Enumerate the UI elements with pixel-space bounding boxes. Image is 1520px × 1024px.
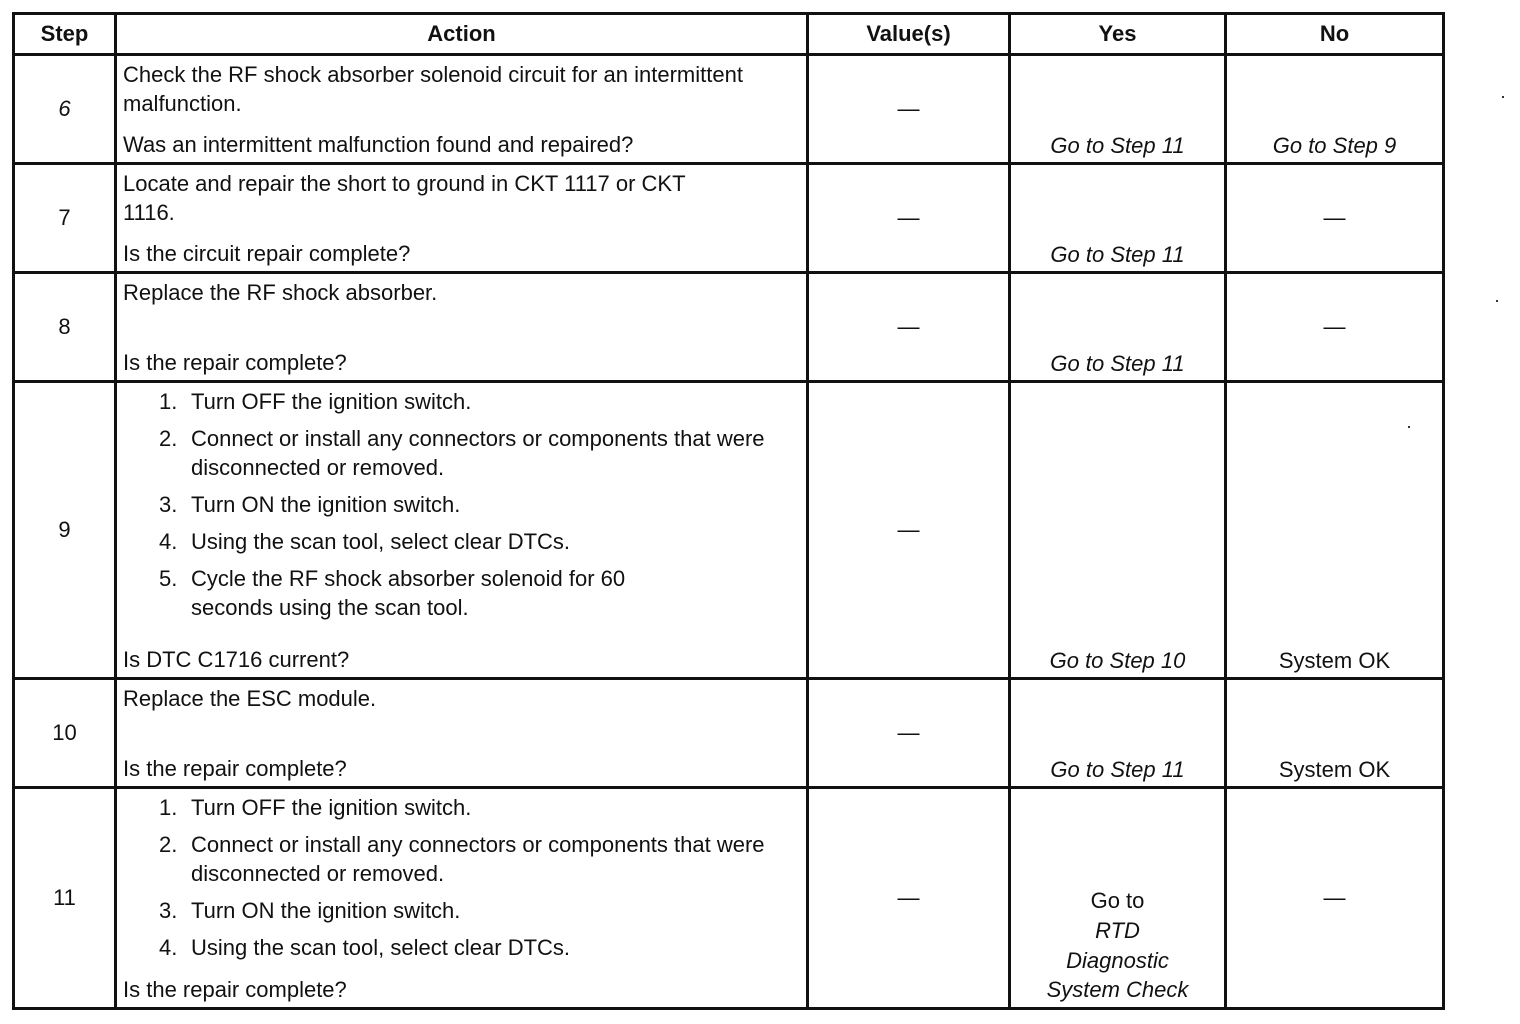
header-yes: Yes (1010, 14, 1226, 55)
action-text: Replace the ESC module. (123, 686, 377, 711)
list-item: 1. Turn OFF the ignition switch. (159, 389, 472, 414)
value-dash: — (897, 314, 920, 340)
table-row (14, 164, 1444, 273)
action-question: Is the repair complete? (123, 755, 347, 781)
list-item: 5. Cycle the RF shock absorber solenoid for 60 seconds using the scan tool. (159, 566, 626, 621)
yes-result: Go to RTD Diagnostic System Check (1046, 888, 1189, 1003)
yes-cell (1010, 273, 1226, 382)
no-result: Go to Step 9 (1272, 132, 1397, 158)
table-row (14, 679, 1444, 788)
yes-cell (1010, 788, 1226, 1009)
list-item: 4. Using the scan tool, select clear DTCs. (159, 529, 571, 555)
value-cell (808, 164, 1010, 273)
no-result: System OK (1278, 647, 1391, 673)
table-row (14, 55, 1444, 164)
header-no: No (1226, 14, 1444, 55)
no-cell (1226, 788, 1444, 1009)
no-result: — (1323, 205, 1346, 231)
list-item: 4. Using the scan tool, select clear DTCs. (159, 935, 571, 961)
list-item: 2. Connect or install any connectors or components that were disconnected or removed. (159, 832, 765, 887)
yes-result: Go to Step 11 (1050, 132, 1185, 158)
no-cell (1226, 679, 1444, 788)
yes-result: Go to Step 11 (1050, 350, 1185, 376)
scan-speck (1408, 426, 1410, 428)
action-cell (116, 273, 808, 382)
table-row (14, 788, 1444, 1009)
value-dash: — (897, 720, 920, 746)
yes-result: Go to Step 10 (1049, 647, 1186, 673)
step-number: 10 (14, 679, 116, 788)
yes-cell (1010, 382, 1226, 679)
yes-cell (1010, 679, 1226, 788)
table-row (14, 273, 1444, 382)
action-text: Replace the RF shock absorber. (123, 280, 438, 305)
value-dash: — (897, 205, 920, 231)
value-dash: — (897, 517, 920, 543)
action-steps-list (123, 387, 800, 630)
action-cell (116, 164, 808, 273)
header-step: Step (14, 14, 116, 55)
step-number: 8 (14, 273, 116, 382)
action-steps-list (123, 793, 800, 970)
action-cell (116, 55, 808, 164)
value-cell (808, 273, 1010, 382)
value-cell (808, 679, 1010, 788)
action-question: Is the circuit repair complete? (123, 240, 411, 266)
action-question: Is the repair complete? (123, 976, 347, 1002)
yes-cell (1010, 55, 1226, 164)
no-result: — (1323, 885, 1346, 911)
list-item: 3. Turn ON the ignition switch. (159, 898, 461, 924)
no-cell (1226, 273, 1444, 382)
value-cell (808, 788, 1010, 1009)
yes-cell (1010, 164, 1226, 273)
table-row (14, 382, 1444, 679)
value-dash: — (897, 885, 920, 911)
header-action: Action (116, 14, 808, 55)
value-cell (808, 55, 1010, 164)
no-cell (1226, 164, 1444, 273)
action-cell (116, 788, 808, 1009)
step-number: 7 (14, 164, 116, 273)
header-values: Value(s) (808, 14, 1010, 55)
value-cell (808, 382, 1010, 679)
list-item: 1. Turn OFF the ignition switch. (159, 795, 472, 820)
list-item: 3. Turn ON the ignition switch. (159, 492, 461, 518)
no-result: System OK (1278, 756, 1391, 782)
action-text: Check the RF shock absorber solenoid circuit for an intermittent malfunction. (123, 62, 743, 117)
action-question: Is DTC C1716 current? (123, 646, 350, 672)
diagnostic-table (12, 12, 1445, 1010)
yes-result: Go to Step 11 (1050, 756, 1185, 782)
no-cell (1226, 55, 1444, 164)
action-cell (116, 679, 808, 788)
action-cell (116, 382, 808, 679)
action-question: Was an intermittent malfunction found and repaired? (123, 131, 634, 157)
no-cell (1226, 382, 1444, 679)
scan-speck (1502, 96, 1504, 98)
scan-speck (1496, 300, 1498, 302)
list-item: 2. Connect or install any connectors or components that were disconnected or removed. (159, 426, 765, 481)
header-row (14, 14, 1444, 55)
step-number: 6 (14, 55, 116, 164)
action-text: Locate and repair the short to ground in CKT 1117 or CKT 1116. (123, 171, 686, 226)
action-question: Is the repair complete? (123, 349, 347, 375)
yes-result: Go to Step 11 (1050, 241, 1185, 267)
step-number: 9 (14, 382, 116, 679)
step-number: 11 (14, 788, 116, 1009)
value-dash: — (897, 96, 920, 122)
no-result: — (1323, 314, 1346, 340)
